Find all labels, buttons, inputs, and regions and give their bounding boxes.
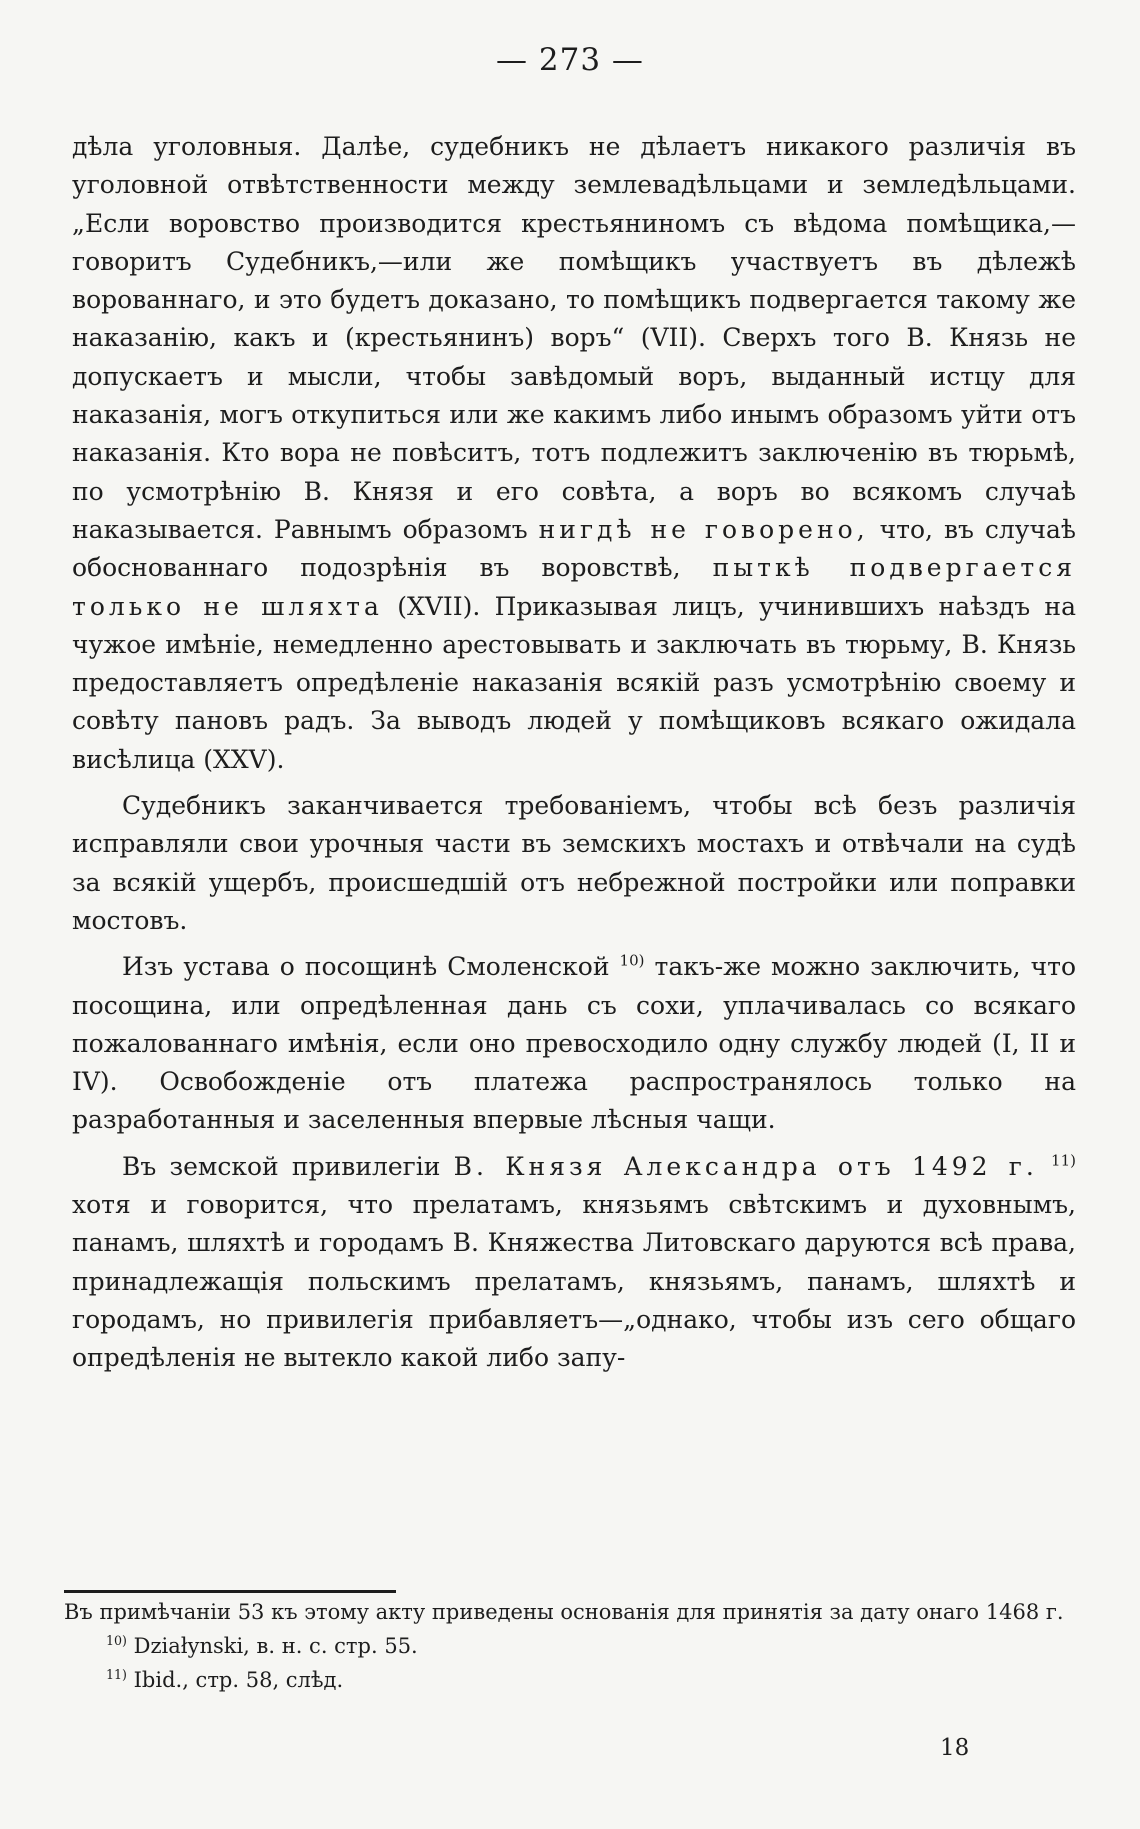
footnote-11 <box>64 1663 1070 1697</box>
paragraph-2: Судебникъ заканчивается требованіемъ, чтобы всѣ безъ различія исправляли свои урочныя части въ земскихъ мостахъ и отвѣчали на судѣ за всякій ущербъ, происшедшій отъ небрежной постройки или поправки мостовъ. <box>72 791 1076 935</box>
footnote-ref-10: 10) <box>619 951 645 970</box>
footnote-10-text: Działynski, в. н. с. стр. 55. <box>126 1634 418 1658</box>
spaced-emphasis-1: нигдѣ не говорено, <box>538 514 869 544</box>
signature-mark: 18 <box>940 1735 970 1761</box>
footnote-11-text: Ibid., стр. 58, слѣд. <box>126 1668 344 1692</box>
paragraph-1 <box>72 128 1076 779</box>
paragraph-3 <box>72 948 1076 1139</box>
footnote-10-number: 10) <box>106 1632 127 1648</box>
paragraph-1-part-2: что, въ случаѣ обоснованнаго подозрѣнія въ воровствѣ, <box>72 514 1076 583</box>
footnote-10 <box>64 1629 1070 1663</box>
paragraph-4 <box>72 1148 1076 1378</box>
spaced-emphasis-3: В. Князя Александра отъ 1492 г. <box>453 1151 1038 1181</box>
footnotes <box>64 1595 1070 1697</box>
main-text <box>72 128 1076 1378</box>
footnote-ref-11: 11) <box>1051 1150 1076 1169</box>
paragraph-4-part-2: хотя и говорится, что прелатамъ, князьямъ свѣтскимъ и духовнымъ, панамъ, шляхтѣ и городамъ В. Княжества Литовскаго даруются всѣ права, принадлежащія польскимъ прелатамъ, князьямъ, панамъ, шляхтѣ и городамъ, но привилегія прибавляетъ—„однако, чтобы изъ сего общаго опредѣленія не вытекло какой либо запу- <box>72 1190 1076 1373</box>
spaced-emphasis-2: пыткѣ подвергается только не шляхта <box>72 553 1076 621</box>
footnote-continued: Въ примѣчаніи 53 къ этому акту приведены основанія для принятія за дату онаго 1468 г. <box>64 1600 1064 1624</box>
footnote-separator <box>64 1590 396 1593</box>
page-number: — 273 — <box>496 42 644 78</box>
paragraph-1-part-1: дѣла уголовныя. Далѣе, судебникъ не дѣлаетъ никакого различія въ уголовной отвѣтственности между землевадѣльцами и земледѣльцами. „Если воровство производится крестьяниномъ съ вѣдома помѣщика,—говоритъ Судебникъ,—или же помѣщикъ участвуетъ въ дѣлежѣ ворованнаго, и это будетъ доказано, то помѣщикъ подвергается такому же наказанію, какъ и (крестьянинъ) воръ“ (VII). Сверхъ того В. Князь не допускаетъ и мысли, чтобы завѣдомый воръ, выданный истцу для наказанія, могъ откупиться или же какимъ либо инымъ образомъ уйти отъ наказанія. Кто вора не повѣситъ, тотъ подлежитъ заключенію въ тюрьмѣ, по усмотрѣнію В. Князя и его совѣта, а воръ во всякомъ случаѣ наказывается. Равнымъ образомъ <box>72 132 1076 544</box>
paragraph-4-part-1: Въ земской привилегіи <box>122 1151 441 1181</box>
paragraph-3-part-1: Изъ устава о посощинѣ Смоленской <box>122 952 610 982</box>
footnote-11-number: 11) <box>106 1666 127 1682</box>
paragraph-1-part-3: (XVII). Приказывая лицъ, учинившихъ наѣздъ на чужое имѣніе, немедленно арестовывать и заключать въ тюрьму, В. Князь предоставляетъ опредѣленіе наказанія всякій разъ усмотрѣнію своему и совѣту пановъ радъ. За выводъ людей у помѣщиковъ всякаго ожидала висѣлица (XXV). <box>72 591 1076 774</box>
paragraph-3-part-2: такъ-же можно заключить, что посощина, или опредѣленная дань съ сохи, уплачивалась со всякаго пожалованнаго имѣнія, если оно превосходило одну службу людей (I, II и IV). Освобожденіе отъ платежа распространялось только на разработанныя и заселенныя впервые лѣсныя чащи. <box>72 952 1076 1135</box>
